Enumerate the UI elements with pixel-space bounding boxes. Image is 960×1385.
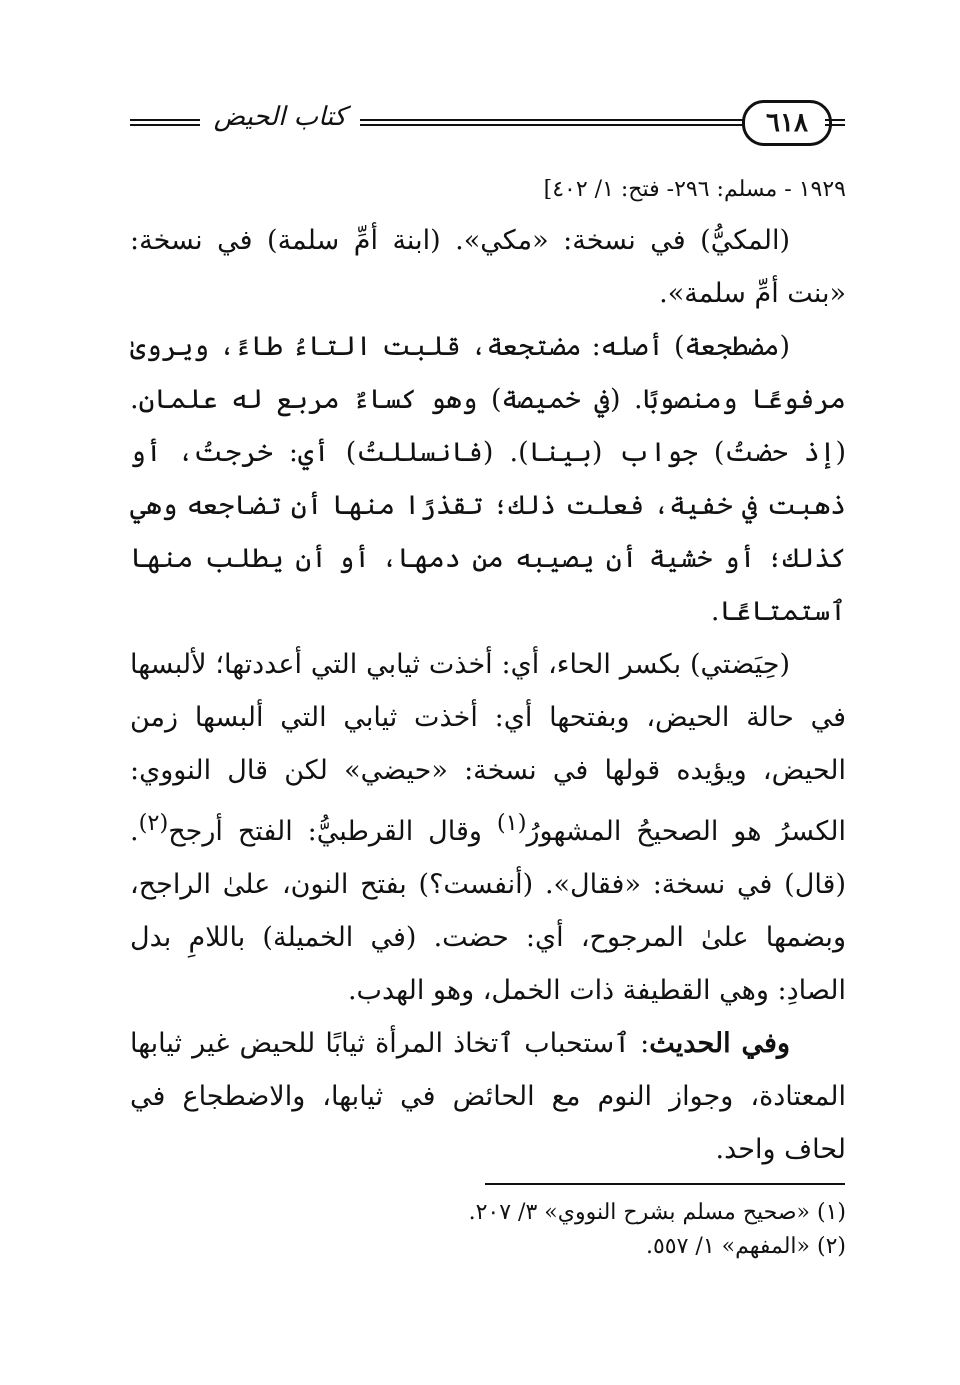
paragraph-3-part-b: وقال القرطبيُّ: الفتح أرجح <box>168 816 497 847</box>
chapter-title: كتاب الحيض <box>213 102 347 132</box>
header-rule-right <box>825 119 845 126</box>
footnote-divider <box>485 1183 845 1185</box>
page-number: ٦١٨ <box>742 100 832 146</box>
footnote-marker-2: (٢) <box>138 810 169 836</box>
footnote-1: (١) «صحيح مسلم بشرح النووي» ٣/ ٢٠٧. <box>468 1200 846 1225</box>
main-text <box>130 168 846 1176</box>
header-rule-left <box>130 119 200 126</box>
paragraph-3-part-c: . (قال) في نسخة: «فقال». (أنفست؟) بفتح النون، علىٰ الراجح، وبضمها علىٰ المرجوح، أي: حضت. (في الخميلة) باللامِ بدل الصادِ: وهي القطيفة ذات الخمل، وهو الهدب. <box>130 816 846 1006</box>
paragraph-1: (المكيُّ) في نسخة: «مكي». (ابنة أمِّ سلمة) في نسخة: «بنت أمِّ سلمة». <box>130 225 846 309</box>
paragraph-4 <box>130 1017 846 1176</box>
hadith-benefits-label: وفي الحديث <box>649 1028 790 1059</box>
paragraph-2: (مضطجعة) أصله: مضتجعة، قلبت التاءُ طاءً، ويروىٰ مرفوعًا ومنصوبًا. (في خميصة) وهو كساءٌ مربع له علمان. (إذ حضتُ) جواب (بينا). (فانسللتُ) أي: خرجتُ، أو ذهبت في خفية، فعلت ذلك؛ تقذرًا منها أن تضاجعه وهي كذلك؛ أو خشية أن يصيبه من دمها، أو أن يطلب منها ٱستمتاعًا. <box>130 331 846 627</box>
paragraph-3-part-a: (حِيَضتي) بكسر الحاء، أي: أخذت ثيابي التي أعددتها؛ لألبسها في حالة الحيض، وبفتحها أي: أخذت ثيابي التي ألبسها زمن الحيض، ويؤيده قولها في نسخة: «حيضي» لكن قال النووي: الكسرُ هو الصحيحُ المشهورُ <box>130 649 846 847</box>
footnote-marker-1: (١) <box>496 810 527 836</box>
hadith-reference: ١٩٢٩ - مسلم: ٢٩٦- فتح: ١/ ٤٠٢] <box>543 177 846 202</box>
header-rule-middle <box>360 119 745 126</box>
hadith-benefits-text: : ٱستحباب ٱتخاذ المرأة ثيابًا للحيض غير ثيابها المعتادة، وجواز النوم مع الحائض في ثيابها، والاضطجاع في لحاف واحد. <box>130 1028 846 1165</box>
footnote-2: (٢) «المفهم» ١/ ٥٥٧. <box>645 1234 846 1259</box>
paragraph-3 <box>130 638 846 1017</box>
page-header <box>130 96 845 146</box>
footnotes <box>380 1196 846 1264</box>
